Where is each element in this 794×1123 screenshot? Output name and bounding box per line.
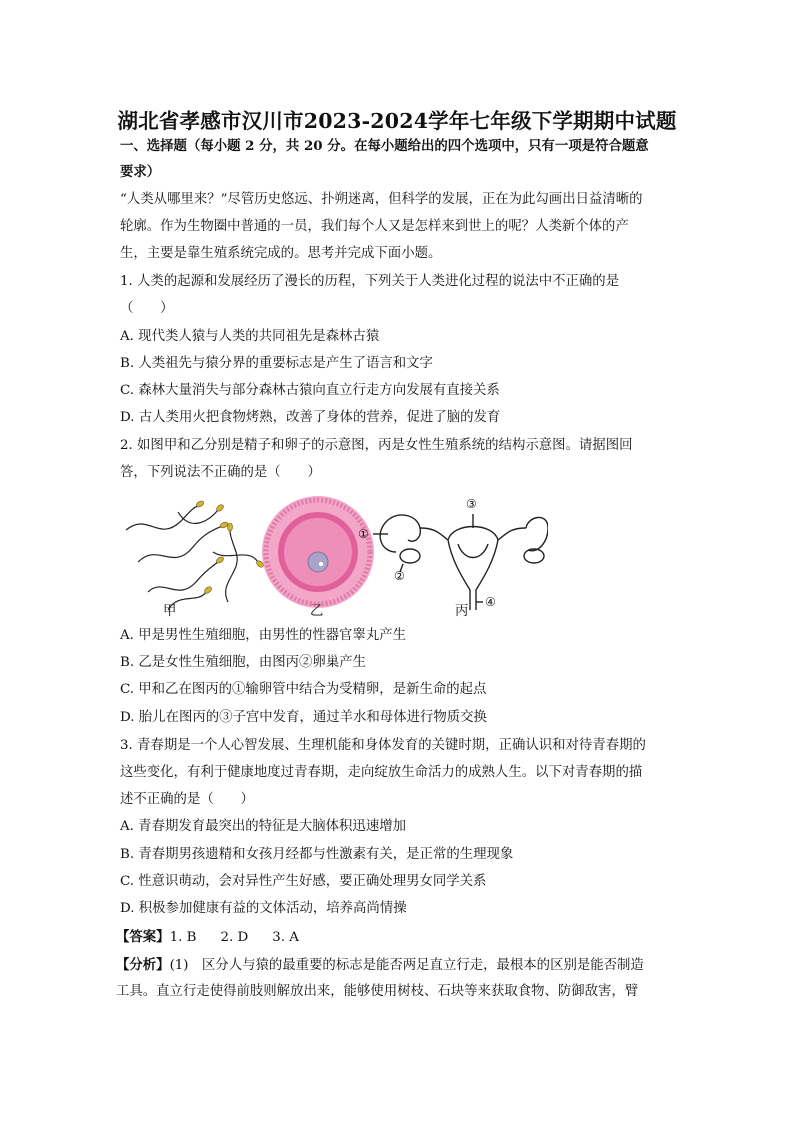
- q1-option-a: A. 现代类人猿与人类的共同祖先是森林古猿: [120, 329, 380, 344]
- q2-stem-cont: 答，下列说法不正确的是（ ）: [120, 465, 321, 480]
- ovum-illustration: [262, 496, 374, 608]
- answer-3: 3. A: [272, 930, 299, 945]
- q1-option-b: B. 人类祖先与猿分界的重要标志是产生了语言和文字: [120, 356, 433, 371]
- figure-markers: [358, 497, 496, 609]
- q3-stem-cont-2: 述不正确的是（ ）: [120, 792, 254, 807]
- intro-line-1: “人类从哪里来？”尽管历史悠远、扑朔迷离，但科学的发展，正在为此勾画出日益清晰的: [120, 192, 643, 207]
- answer-1: 1. B: [169, 930, 197, 945]
- q1-option-c: C. 森林大量消失与部分森林古猿向直立行走方向发展有直接关系: [120, 383, 500, 398]
- reproductive-system-illustration: [373, 514, 548, 610]
- answer-2: 2. D: [220, 930, 249, 945]
- q2-stem: 2. 如图甲和乙分别是精子和卵子的示意图，丙是女性生殖系统的结构示意图。请据图回: [120, 438, 633, 453]
- caption-yi: 乙: [310, 604, 324, 619]
- q3-option-b: B. 青春期男孩遗精和女孩月经都与性激素有关，是正常的生理现象: [120, 847, 514, 862]
- q2-option-d: D. 胎儿在图丙的③子宫中发育，通过羊水和母体进行物质交换: [120, 710, 487, 725]
- answer-label: 【答案】: [116, 929, 170, 945]
- intro-line-3: 生，主要是靠生殖系统完成的。思考并完成下面小题。: [120, 246, 442, 261]
- page-title: 湖北省孝感市汉川市2023-2024学年七年级下学期期中试题: [117, 109, 677, 133]
- analysis-line-1: [116, 956, 676, 975]
- marker-2: ②: [394, 569, 405, 583]
- q3-stem: 3. 青春期是一个人心智发展、生理机能和身体发育的关键时期，正确认识和对待青春期的: [120, 738, 646, 753]
- caption-jia: 甲: [163, 604, 177, 619]
- q3-option-a: A. 青春期发育最突出的特征是大脑体积迅速增加: [120, 819, 406, 834]
- analysis-line-2: 工具。直立行走使得前肢则解放出来，能够使用树枝、石块等来获取食物、防御敌害，臂: [116, 984, 639, 999]
- q3-option-d: D. 积极参加健康有益的文体活动，培养高尚情操: [120, 901, 407, 916]
- figure-illustration: [118, 492, 548, 622]
- marker-1: ①: [358, 527, 369, 541]
- q2-option-a: A. 甲是男性生殖细胞，由男性的性器官睾丸产生: [120, 628, 406, 643]
- analysis-text-1: (1) 区分人与猿的最重要的标志是能否两足直立行走，最根本的区别是能否制造: [169, 958, 644, 973]
- answer-line: [116, 928, 676, 947]
- q2-option-c: C. 甲和乙在图丙的①输卵管中结合为受精卵，是新生命的起点: [120, 682, 487, 697]
- sperm-heads: [195, 500, 264, 595]
- sperm-illustration: [126, 506, 258, 610]
- q3-option-c: C. 性意识萌动，会对异性产生好感，要正确处理男女同学关系: [120, 874, 487, 889]
- intro-line-2: 轮廓。作为生物圈中普通的一员，我们每个人又是怎样来到世上的呢？人类新个体的产: [120, 219, 629, 234]
- q1-stem-cont: （ ）: [120, 301, 174, 316]
- q2-option-b: B. 乙是女性生殖细胞，由图丙②卵巢产生: [120, 655, 366, 670]
- q1-stem: 1. 人类的起源和发展经历了漫长的历程，下列关于人类进化过程的说法中不正确的是: [120, 274, 620, 289]
- caption-bing: 丙: [455, 604, 469, 619]
- section-heading: 一、选择题（每小题 2 分，共 20 分。在每小题给出的四个选项中，只有一项是符合题意: [120, 138, 649, 154]
- section-heading-cont: 要求）: [120, 164, 161, 180]
- q1-option-d: D. 古人类用火把食物烤熟，改善了身体的营养，促进了脑的发育: [120, 410, 501, 425]
- q3-stem-cont-1: 这些变化，有利于健康地度过青春期，走向绽放生命活力的成熟人生。以下对青春期的描: [120, 765, 643, 780]
- marker-3: ③: [466, 497, 477, 511]
- marker-4: ④: [485, 595, 496, 609]
- analysis-label: 【分析】: [116, 957, 170, 973]
